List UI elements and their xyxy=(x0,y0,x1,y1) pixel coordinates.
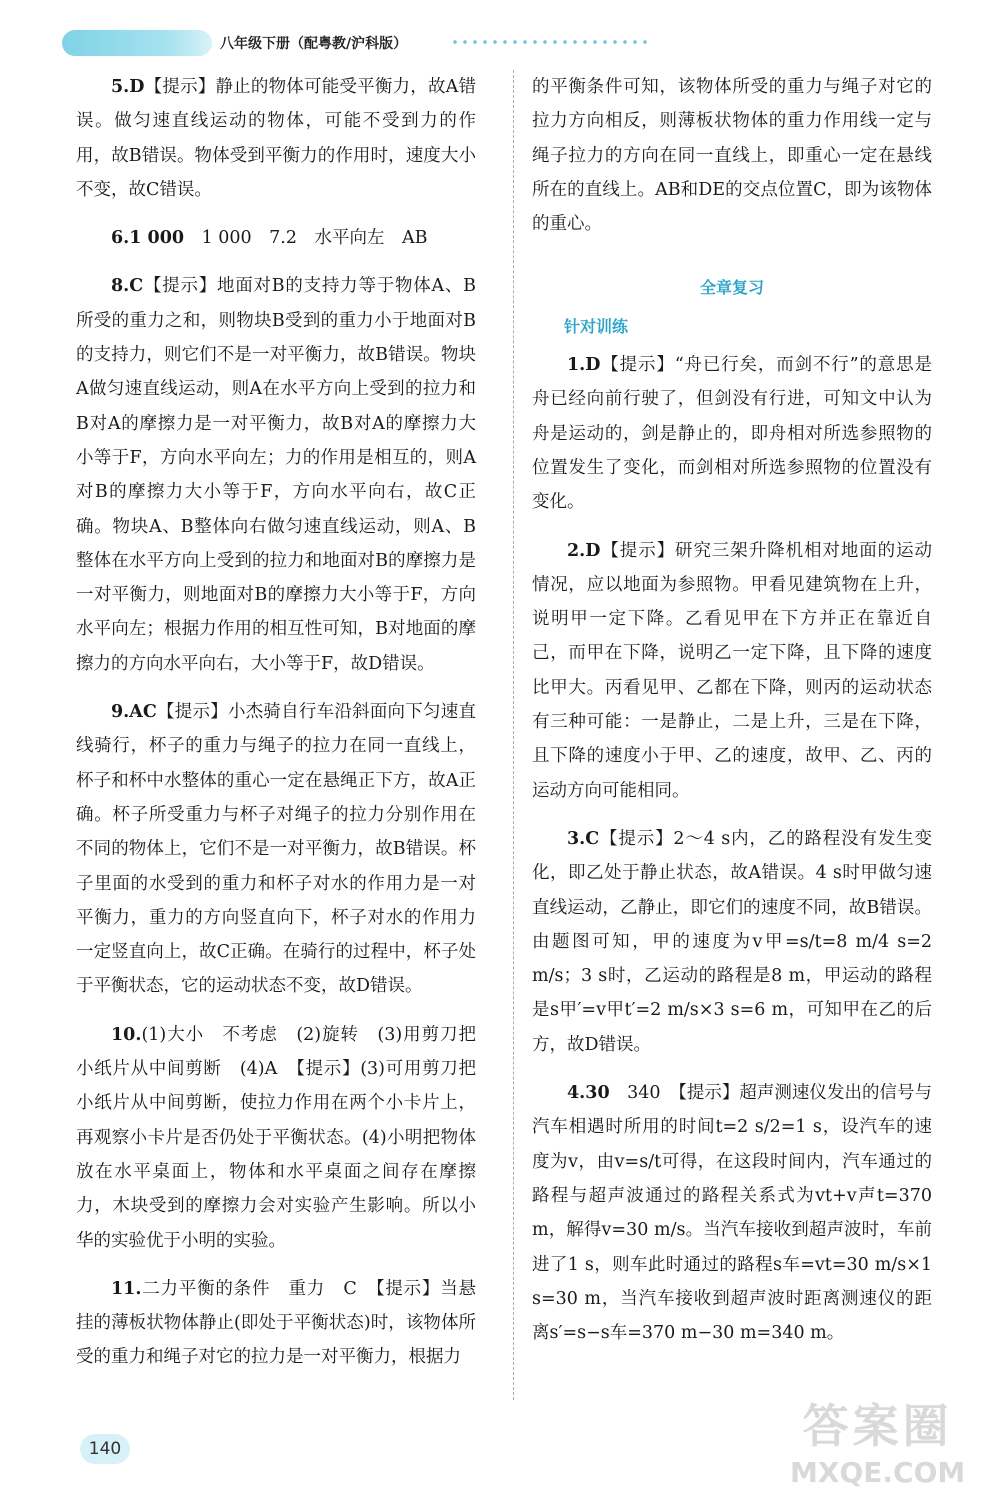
section-title: 全章复习 xyxy=(699,278,764,298)
answer-8 xyxy=(76,269,476,681)
answer-text: 1 000 7.2 水平向左 AB xyxy=(201,228,428,249)
right-column xyxy=(532,70,932,1364)
answer-text: 【提示】“舟已行矣，而剑不行”的意思是舟已经向前行驶了，但剑没有行进，可知文中认为舟是运动的，剑是静止的，即舟相对所选参照物的位置发生了变化，而剑相对所选参照物的位置没有变化。 xyxy=(532,355,932,513)
answer-text: 【提示】2～4 s内，乙的路程没有发生变化，即乙处于静止状态，故A错误。4 s时甲做匀速直线运动，乙静止，即它们的速度不同，故B错误。由题图可知，甲的速度为v甲=s/t=8 m/4 s=2 m/s；3 s时，乙运动的路程是8 m，甲运动的路程是s甲′=v甲t′=2 m/s×3 s=6 m，可知甲在乙的后方，故D错误。 xyxy=(532,828,932,1055)
answer-text: 【提示】静止的物体可能受平衡力，故A错误。做匀速直线运动的物体，可能不受到力的作用，故B错误。物体受到平衡力的作用时，速度大小不变，故C错误。 xyxy=(76,77,476,200)
answer-6-7 xyxy=(76,221,476,255)
answer-text: (1)大小 不考虑 (2)旋转 (3)用剪刀把小纸片从中间剪断 (4)A 【提示】(3)可用剪刀把小纸片从中间剪断，使拉力作用在两个小卡片上，再观察小卡片是否仍处于平衡状态。(4)小明把物体放在水平桌面上，物体和水平桌面之间存在摩擦力，木块受到的摩擦力会对实验产生影响。所以小华的实验优于小明的实验。 xyxy=(76,1024,476,1251)
answer-11-continuation: 的平衡条件可知，该物体所受的重力与绳子对它的拉力方向相反，则薄板状物体的重力作用线一定与绳子拉力的方向在同一直线上，即重心一定在悬线所在的直线上。AB和DE的交点位置C，即为该物体的重心。 xyxy=(532,77,932,235)
answer-text: 【提示】研究三架升降机相对地面的运动情况，应以地面为参照物。甲看见建筑物在上升，说明甲一定下降。乙看见甲在下方并正在靠近自己，而甲在下降，说明乙一定下降，且下降的速度比甲大。丙看见甲、乙都在下降，则丙的运动状态有三种可能：一是静止，二是上升，三是在下降，且下降的速度小于甲、乙的速度，故甲、乙、丙的运动方向可能相同。 xyxy=(532,540,932,801)
header-dots-decoration xyxy=(450,38,650,46)
answer-number: 5.D xyxy=(111,77,145,97)
watermark xyxy=(790,1390,965,1489)
review-answer-3 xyxy=(532,822,932,1062)
answer-text: 【提示】小杰骑自行车沿斜面向下匀速直线骑行，杯子的重力与绳子的拉力在同一直线上，杯子和杯中水整体的重心一定在悬绳正下方，故A正确。杯子所受重力与杯子对绳子的拉力分别作用在不同的物体上，它们不是一对平衡力，故B错误。杯子里面的水受到的重力和杯子对水的作用力是一对平衡力，重力的方向竖直向下，杯子对水的作用力一定竖直向上，故C正确。在骑行的过程中，杯子处于平衡状态，它的运动状态不变，故D错误。 xyxy=(76,702,476,997)
review-answer-2 xyxy=(532,534,932,808)
answer-11 xyxy=(76,1272,476,1375)
answer-number: 10. xyxy=(111,1024,142,1045)
watermark-url: MXQE.COM xyxy=(790,1456,966,1489)
answer-number: 11. xyxy=(111,1278,142,1299)
answer-text: 340 【提示】超声测速仪发出的信号与汽车相遇时所用的时间t=2 s/2=1 s，设汽车的速度为v，由v=s/t可得，在这段时间内，汽车通过的路程与超声波通过的路程关系式为vt+v声t=370 m，解得v=30 m/s。当汽车接收到超声波时，车前进了1 s，则车此时通过的路程s车=vt=30 m/s×1 s=30 m，当汽车接收到超声波时距离测速仪的距离s′=s−s车=370 m−30 m=340 m。 xyxy=(532,1083,933,1344)
column-divider xyxy=(513,70,515,1400)
answer-text: 【提示】地面对B的支持力等于物体A、B所受的重力之和，则物块B受到的重力小于地面对B的支持力，则它们不是一对平衡力，故B错误。物块A做匀速直线运动，则A在水平方向上受到的拉力和B对A的摩擦力是一对平衡力，故B对A的摩擦力大小等于F，方向水平向左；力的作用是相互的，则A对B的摩擦力大小等于F，方向水平向右，故C正确。物块A、B整体向右做匀速直线运动，则A、B整体在水平方向上受到的拉力和地面对B的摩擦力是一对平衡力，则地面对B的摩擦力大小等于F，方向水平向左；根据力作用的相互性可知，B对地面的摩擦力的方向水平向右，大小等于F，故D错误。 xyxy=(76,276,476,674)
answer-text: 二力平衡的条件 重力 C 【提示】当悬挂的薄板状物体静止(即处于平衡状态)时，该物体所受的重力和绳子对它的拉力是一对平衡力，根据力 xyxy=(76,1278,476,1368)
watermark-logo-text: 答案圈 xyxy=(802,1399,953,1453)
header-decoration xyxy=(62,30,212,56)
left-column xyxy=(76,70,476,1389)
answer-number: 9.AC xyxy=(111,702,157,723)
review-answer-4 xyxy=(532,1076,932,1350)
answer-number: 4.30 xyxy=(567,1083,610,1104)
answer-number: 1.D xyxy=(567,355,601,376)
answer-9 xyxy=(76,695,476,1004)
sub-title: 针对训练 xyxy=(564,316,629,336)
review-answer-1 xyxy=(532,348,932,519)
answer-number: 6.1 000 xyxy=(111,228,185,249)
answer-10 xyxy=(76,1018,476,1258)
page-number: 140 xyxy=(80,1434,130,1464)
answer-number: 8.C xyxy=(111,276,144,297)
answer-number: 3.C xyxy=(567,828,600,849)
answer-5 xyxy=(76,70,476,207)
header-title: 八年级下册（配粤教/沪科版） xyxy=(220,36,408,52)
answer-number: 2.D xyxy=(567,540,601,561)
